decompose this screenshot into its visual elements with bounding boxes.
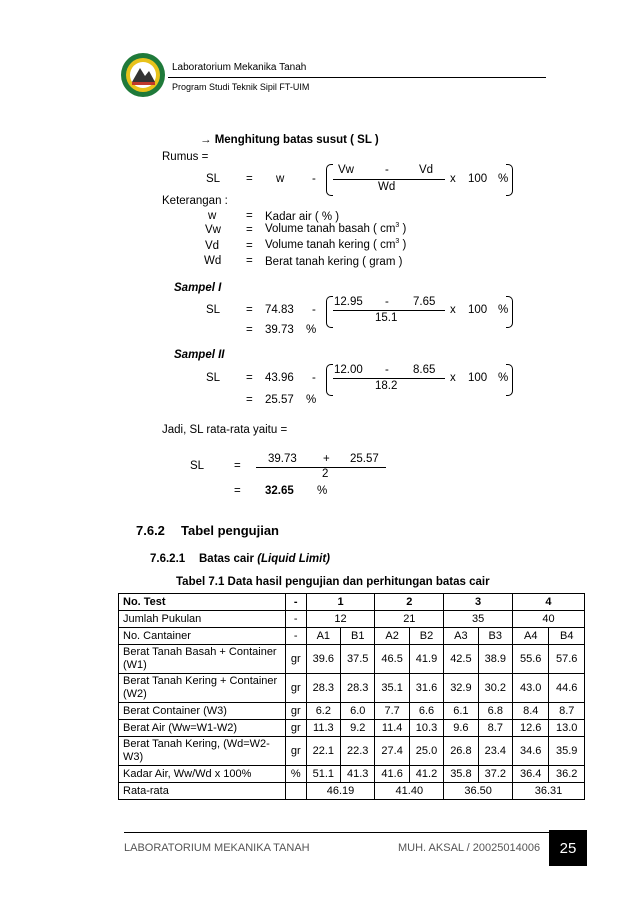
- table-cell: B1: [341, 628, 375, 645]
- table-row: [119, 645, 585, 674]
- table-row: [119, 674, 585, 703]
- table-cell: 6.1: [444, 703, 478, 720]
- table-cell: 11.3: [306, 720, 340, 737]
- fraction-bar: [333, 310, 445, 311]
- table-cell: A3: [444, 628, 478, 645]
- table-cell: 41.3: [341, 766, 375, 783]
- table-cell: 22.1: [306, 737, 340, 766]
- ket-symbol: Wd: [204, 255, 222, 267]
- formula-w: w: [276, 173, 285, 185]
- average-denominator: 2: [322, 468, 329, 480]
- table-cell: 41.6: [375, 766, 409, 783]
- table-cell: 42.5: [444, 645, 478, 674]
- header-cell: -: [285, 594, 306, 611]
- formula-dash: -: [385, 164, 389, 176]
- average-b: 25.57: [350, 453, 379, 465]
- table-row: [119, 737, 585, 766]
- table-cell: 44.6: [549, 674, 585, 703]
- fraction-bar: [333, 179, 445, 180]
- ket-symbol: Vd: [205, 240, 220, 252]
- table-cell: 25.0: [409, 737, 443, 766]
- table-cell: 43.0: [512, 674, 548, 703]
- result-pct: %: [306, 394, 317, 406]
- formula-vd: Vd: [419, 164, 434, 176]
- liquid-limit-table: [118, 593, 585, 800]
- formula-eq: =: [246, 173, 253, 185]
- table-cell: gr: [285, 703, 306, 720]
- table-cell: 28.3: [306, 674, 340, 703]
- table-cell: 8.7: [549, 703, 585, 720]
- formula-x: x: [450, 173, 456, 185]
- table-cell: Kadar Air, Ww/Wd x 100%: [119, 766, 286, 783]
- table-cell: 9.6: [444, 720, 478, 737]
- footer-right: MUH. AKSAL / 20025014006: [398, 842, 541, 854]
- table-cell: 12.6: [512, 720, 548, 737]
- header-cell: 2: [375, 594, 444, 611]
- sample-a: 12.95: [334, 296, 363, 308]
- table-row: [119, 720, 585, 737]
- table-cell: Berat Air (Ww=W1-W2): [119, 720, 286, 737]
- table-caption: Tabel 7.1 Data hasil pengujian dan perhitungan batas cair: [176, 576, 490, 588]
- table-cell: Rata-rata: [119, 783, 286, 800]
- table-cell: Jumlah Pukulan: [119, 611, 286, 628]
- table-row: [119, 766, 585, 783]
- table-cell: 27.4: [375, 737, 409, 766]
- table-cell: 35.8: [444, 766, 478, 783]
- table-cell: 12: [306, 611, 375, 628]
- sample-b: 7.65: [413, 296, 436, 308]
- subsection-number: 7.6.2: [136, 523, 165, 538]
- table-cell: 10.3: [409, 720, 443, 737]
- subsection-title: Tabel pengujian: [181, 523, 279, 538]
- sample-result: 25.57: [265, 394, 294, 406]
- table-cell: 51.1: [306, 766, 340, 783]
- formula-vw: Vw: [338, 164, 354, 176]
- right-paren: [506, 364, 513, 396]
- table-cell: No. Cantainer: [119, 628, 286, 645]
- sample-dash: -: [385, 364, 389, 376]
- table-cell: gr: [285, 645, 306, 674]
- header-lab-name: Laboratorium Mekanika Tanah: [172, 62, 307, 73]
- table-cell: 57.6: [549, 645, 585, 674]
- result-pct: %: [306, 324, 317, 336]
- sample-pct: %: [498, 304, 509, 316]
- right-paren: [506, 296, 513, 328]
- table-cell: 36.2: [549, 766, 585, 783]
- table-header-row: [119, 594, 585, 611]
- university-logo: [120, 52, 166, 98]
- table-cell: Berat Tanah Kering + Container (W2): [119, 674, 286, 703]
- left-paren: [326, 364, 333, 396]
- sample-lhs: SL: [206, 372, 221, 384]
- sample-100: 100: [468, 372, 488, 384]
- table-cell: 21: [375, 611, 444, 628]
- table-cell: 41.40: [375, 783, 444, 800]
- sample-minus: -: [312, 372, 316, 384]
- result-eq: =: [246, 324, 253, 336]
- table-cell: %: [285, 766, 306, 783]
- table-cell: [285, 783, 306, 800]
- table-cell: 9.2: [341, 720, 375, 737]
- table-cell: A4: [512, 628, 548, 645]
- ket-desc: Volume tanah basah ( $cm^3$ ): [265, 222, 407, 235]
- sample-title: Sampel I: [174, 282, 222, 294]
- average-eq: =: [234, 460, 241, 472]
- table-cell: 46.19: [306, 783, 375, 800]
- average-label: Jadi, SL rata-rata yaitu =: [162, 424, 288, 436]
- table-cell: 31.6: [409, 674, 443, 703]
- left-paren: [326, 296, 333, 328]
- table-cell: 23.4: [478, 737, 512, 766]
- table-cell: gr: [285, 720, 306, 737]
- table-cell: 38.9: [478, 645, 512, 674]
- table-cell: 6.2: [306, 703, 340, 720]
- table-cell: -: [285, 628, 306, 645]
- sample-x: x: [450, 372, 456, 384]
- page-number: 25: [549, 830, 587, 866]
- table-cell: 35.1: [375, 674, 409, 703]
- table-cell: 13.0: [549, 720, 585, 737]
- table-cell: 41.2: [409, 766, 443, 783]
- header-cell: 1: [306, 594, 375, 611]
- table-cell: -: [285, 611, 306, 628]
- formula-wd: Wd: [378, 181, 396, 193]
- formula-100: 100: [468, 173, 488, 185]
- sample-100: 100: [468, 304, 488, 316]
- table-cell: 55.6: [512, 645, 548, 674]
- ket-desc: Volume tanah kering ( $cm^3$ ): [265, 238, 407, 251]
- fraction-bar: [256, 467, 386, 468]
- table-cell: 46.5: [375, 645, 409, 674]
- left-paren: [326, 164, 333, 196]
- fraction-bar: [333, 378, 445, 379]
- table-cell: 36.4: [512, 766, 548, 783]
- table-cell: 35: [444, 611, 513, 628]
- ket-eq: =: [246, 210, 253, 222]
- average-result: 32.65: [265, 485, 294, 497]
- sample-title: Sampel II: [174, 349, 225, 361]
- table-cell: 6.0: [341, 703, 375, 720]
- table-cell: 36.31: [512, 783, 584, 800]
- table-cell: 6.8: [478, 703, 512, 720]
- table-cell: Berat Tanah Basah + Container (W1): [119, 645, 286, 674]
- sub-subsection-title: Batas cair (Liquid Limit): [199, 553, 331, 565]
- formula-lhs: SL: [206, 173, 221, 185]
- table-cell: 41.9: [409, 645, 443, 674]
- table-cell: gr: [285, 674, 306, 703]
- ket-desc: Berat tanah kering ( gram ): [265, 255, 403, 268]
- sample-a: 12.00: [334, 364, 363, 376]
- ket-eq: =: [246, 240, 253, 252]
- table-cell: gr: [285, 737, 306, 766]
- ket-eq: =: [246, 255, 253, 267]
- sample-lhs: SL: [206, 304, 221, 316]
- rumus-label: Rumus =: [162, 151, 209, 163]
- sample-x: x: [450, 304, 456, 316]
- ket-symbol: Vw: [205, 224, 221, 236]
- sub-subsection-number: 7.6.2.1: [150, 553, 186, 565]
- sample-dash: -: [385, 296, 389, 308]
- table-cell: 37.2: [478, 766, 512, 783]
- table-cell: B2: [409, 628, 443, 645]
- header-cell: No. Test: [119, 594, 286, 611]
- sample-denominator: 15.1: [375, 312, 398, 324]
- average-lhs: SL: [190, 460, 205, 472]
- sample-eq: =: [246, 372, 253, 384]
- table-cell: 39.6: [306, 645, 340, 674]
- sample-b: 8.65: [413, 364, 436, 376]
- ket-desc: Kadar air ( % ): [265, 210, 340, 223]
- section-heading: → Menghitung batas susut ( SL ): [200, 134, 379, 146]
- table-cell: A2: [375, 628, 409, 645]
- ket-symbol: w: [208, 210, 217, 222]
- sample-result: 39.73: [265, 324, 294, 336]
- average-a: 39.73: [268, 453, 297, 465]
- table-cell: 30.2: [478, 674, 512, 703]
- result-eq: =: [246, 394, 253, 406]
- header-cell: 4: [512, 594, 584, 611]
- average-plus: +: [323, 453, 330, 465]
- table-row: [119, 703, 585, 720]
- table-cell: 37.5: [341, 645, 375, 674]
- table-row: [119, 628, 585, 645]
- header-cell: 3: [444, 594, 513, 611]
- sample-denominator: 18.2: [375, 380, 398, 392]
- table-cell: 36.50: [444, 783, 513, 800]
- table-cell: 28.3: [341, 674, 375, 703]
- table-cell: B3: [478, 628, 512, 645]
- table-cell: 26.8: [444, 737, 478, 766]
- formula-minus: -: [312, 173, 316, 185]
- sample-w: 43.96: [265, 372, 294, 384]
- table-cell: B4: [549, 628, 585, 645]
- average-result-pct: %: [317, 485, 328, 497]
- table-cell: 11.4: [375, 720, 409, 737]
- table-row: [119, 611, 585, 628]
- sample-w: 74.83: [265, 304, 294, 316]
- sample-pct: %: [498, 372, 509, 384]
- footer-divider: [124, 832, 564, 833]
- sample-minus: -: [312, 304, 316, 316]
- table-cell: 7.7: [375, 703, 409, 720]
- table-cell: Berat Container (W3): [119, 703, 286, 720]
- footer-left: LABORATORIUM MEKANIKA TANAH: [124, 842, 310, 854]
- keterangan-label: Keterangan :: [162, 195, 228, 207]
- table-cell: A1: [306, 628, 340, 645]
- table-row: [119, 783, 585, 800]
- table-cell: 40: [512, 611, 584, 628]
- sample-eq: =: [246, 304, 253, 316]
- table-cell: 8.4: [512, 703, 548, 720]
- ket-eq: =: [246, 224, 253, 236]
- header-program: Program Studi Teknik Sipil FT-UIM: [172, 82, 310, 92]
- table-cell: Berat Tanah Kering, (Wd=W2-W3): [119, 737, 286, 766]
- table-cell: 35.9: [549, 737, 585, 766]
- table-cell: 22.3: [341, 737, 375, 766]
- table-cell: 6.6: [409, 703, 443, 720]
- header-divider: [168, 77, 546, 78]
- average-result-eq: =: [234, 485, 241, 497]
- formula-pct: %: [498, 173, 509, 185]
- table-cell: 34.6: [512, 737, 548, 766]
- table-cell: 8.7: [478, 720, 512, 737]
- table-cell: 32.9: [444, 674, 478, 703]
